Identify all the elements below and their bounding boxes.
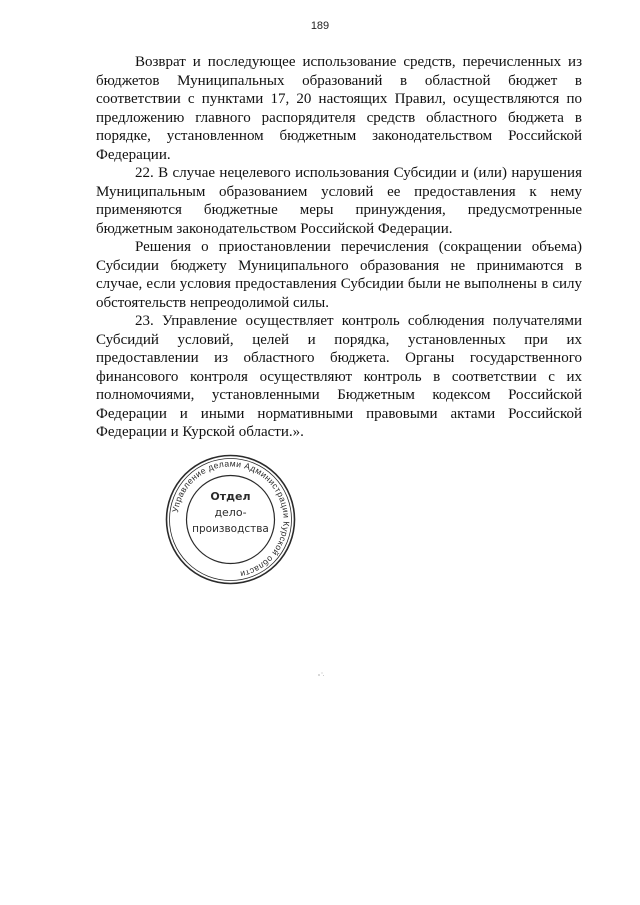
stamp-ring-text: Управление делами Администрации Курской области bbox=[169, 458, 292, 580]
paragraph-clause-22: 22. В случае нецелевого использования Субсидии и (или) нарушения Муниципальным образованием условий ее предоставления к нему применяются бюджетные меры принуждения, предусмотренные бюджетным законодательством Российской Федерации. bbox=[96, 165, 582, 237]
stamp-line-keeping: производства bbox=[192, 523, 269, 535]
office-stamp bbox=[163, 452, 298, 587]
page-number: 189 bbox=[310, 20, 330, 32]
stamp-line-department: Отдел bbox=[210, 490, 251, 503]
paragraph-clause-23: 23. Управление осуществляет контроль соблюдения получателями Субсидий условий, целей и порядка, установленных при их предоставлении из областного бюджета. Органы государственного финансового контроля осуществляют контроль в соответствии с их полномочиями, установленными Бюджетным кодексом Российской Федерации и иными нормативными правовыми актами Российской Федерации и Курской области.». bbox=[96, 313, 582, 440]
stamp-line-record: дело- bbox=[214, 506, 247, 519]
paragraph-suspension-decisions: Решения о приостановлении перечисления (сокращении объема) Субсидии бюджету Муниципального образования не принимаются в случае, если условия предоставления Субсидии были не выполнены в силу обстоятельств непреодолимой силы. bbox=[96, 239, 582, 311]
paragraph-refund-funds: Возврат и последующее использование средств, перечисленных из бюджетов Муниципальных образований в областной бюджет в соответствии с пунктами 17, 20 настоящих Правил, осуществляются по предложению главного распорядителя средств областного бюджета в порядке, установленном бюджетным законодательством Российской Федерации. bbox=[96, 54, 582, 163]
scan-artifact bbox=[317, 664, 325, 670]
stamp-graphic bbox=[163, 452, 298, 587]
document-body bbox=[96, 53, 582, 442]
